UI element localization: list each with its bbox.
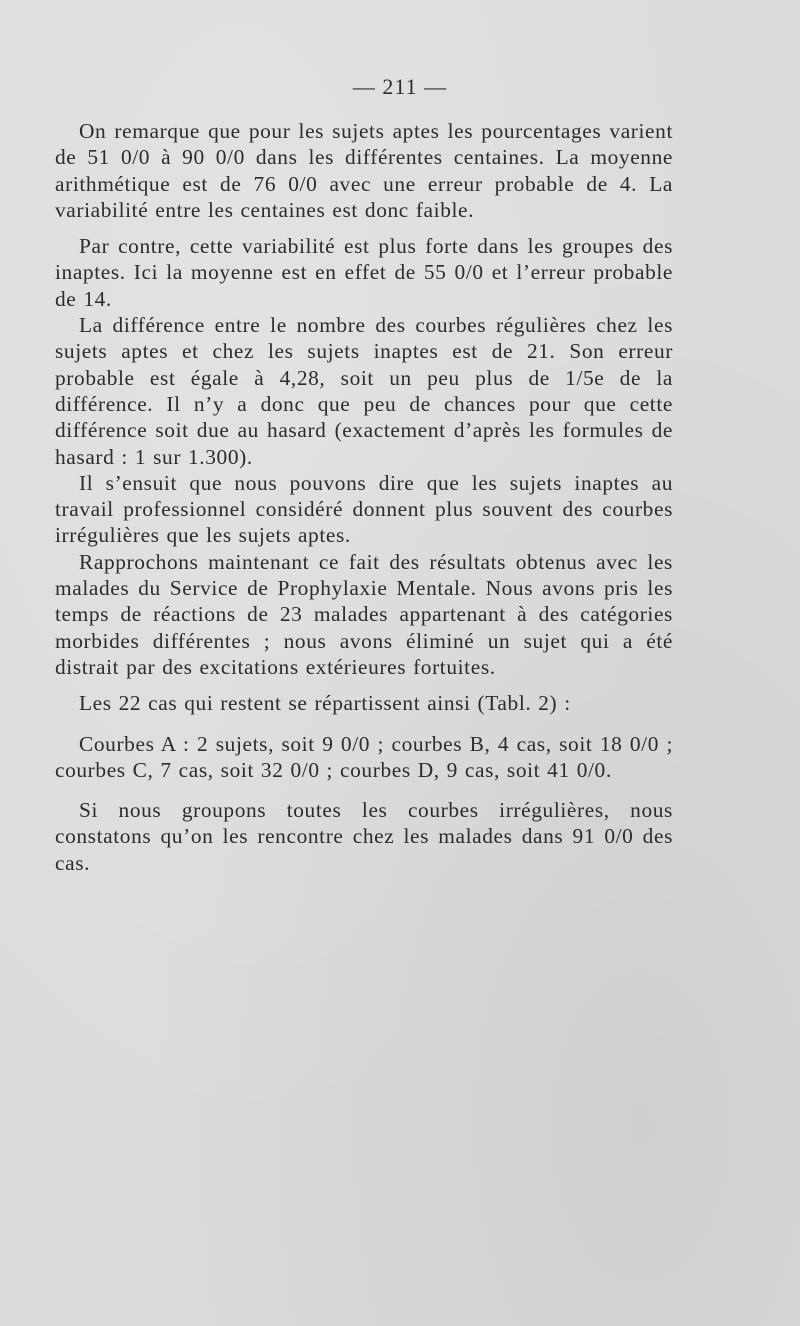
paragraph-1: On remarque que pour les sujets aptes les pourcentages varient de 51 0/0 à 90 0/0 dans les différentes centaines. La moyenne arithmétique est de 76 0/0 avec une erreur probable de 4. La variabilité entre les centaines est donc faible. <box>55 119 673 222</box>
paragraph-7: Courbes A : 2 sujets, soit 9 0/0 ; courbes B, 4 cas, soit 18 0/0 ; courbes C, 7 cas, soit 32 0/0 ; courbes D, 9 cas, soit 41 0/0. <box>55 731 673 782</box>
paragraph-6: Les 22 cas qui restent se répartissent ainsi (Tabl. 2) : <box>79 691 571 716</box>
paragraph-8: Si nous groupons toutes les courbes irrégulières, nous constatons qu’on les rencontre chez les malades dans 91 0/0 des cas. <box>55 798 673 875</box>
paragraph-5: Rapprochons maintenant ce fait des résultats obtenus avec les malades du Service de Prophylaxie Mentale. Nous avons pris les temps de réactions de 23 malades appartenant à des catégories morbides différentes ; nous avons éliminé un sujet qui a été distrait par des excitations extérieures fortuites. <box>55 549 673 679</box>
paragraph-4: Il s’ensuit que nous pouvons dire que les sujets inaptes au travail professionnel considéré donnent plus souvent des courbes irrégulières que les sujets aptes. <box>55 470 673 548</box>
body-text <box>55 118 673 876</box>
page-number: — 211 — <box>352 74 448 99</box>
paragraph-3: La différence entre le nombre des courbes régulières chez les sujets aptes et chez les sujets inaptes est de 21. Son erreur probable est égale à 4,28, soit un peu plus de 1/5e de la différence. Il n’y a donc que peu de chances pour que cette différence soit due au hasard (exactement d’après les formules de hasard : 1 sur 1.300). <box>55 313 673 469</box>
paragraph-2: Par contre, cette variabilité est plus forte dans les groupes des inaptes. Ici la moyenne est en effet de 55 0/0 et l’erreur probable de 14. <box>55 234 673 311</box>
